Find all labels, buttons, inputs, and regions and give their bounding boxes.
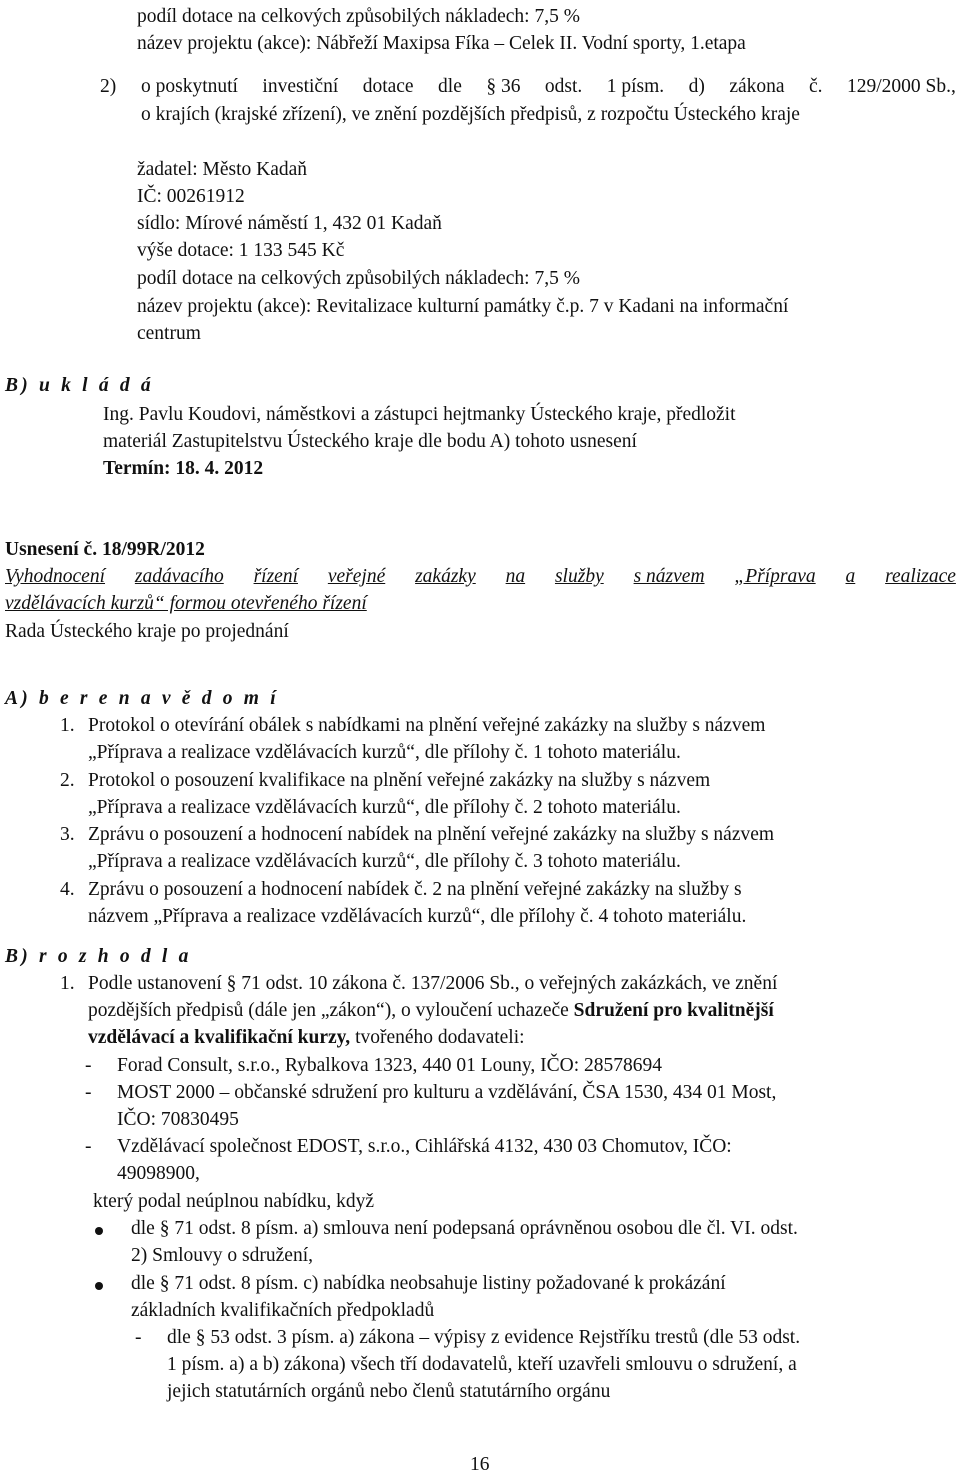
- uklada-line-2: materiál Zastupitelstvu Ústeckého kraje dle bodu A) tohoto usnesení: [103, 431, 637, 452]
- resolution-word: řízení: [253, 566, 298, 587]
- bere-item-3-line-2: „Příprava a realizace vzdělávacích kurzů“, dle přílohy č. 3 tohoto materiálu.: [88, 851, 681, 872]
- item2-word: odst.: [544, 76, 583, 97]
- rozhodla-line-2: [88, 1001, 774, 1021]
- applicant-ic: IČ: 00261912: [137, 186, 245, 207]
- rozhodla-line-2-text: pozdějších předpisů (dále jen „zákon“), o vyloučení uchazeče: [88, 1000, 574, 1021]
- resolution-title-line-2: vzdělávacích kurzů“ formou otevřeného řízení: [5, 593, 367, 614]
- reason-1-line-2: 2) Smlouvy o sdružení,: [131, 1245, 313, 1266]
- reason-2-line-2: základních kvalifikačních předpokladů: [131, 1300, 435, 1321]
- resolution-word: služby: [554, 566, 604, 587]
- reason-intro: který podal neúplnou nabídku, když: [93, 1191, 375, 1212]
- sub-reason-line-1: - dle § 53 odst. 3 písm. a) zákona – výpisy z evidence Rejstříku trestů (dle 53 odst.: [167, 1328, 800, 1348]
- item2-word: zákona: [729, 76, 785, 97]
- resolution-word: realizace: [885, 566, 956, 587]
- resolution-title-line-1: [5, 567, 956, 587]
- bere-item-2-line-1: Protokol o posouzení kvalifikace na plnění veřejné zakázky na služby s názvem: [88, 770, 711, 791]
- bere-item-4-line-2: názvem „Příprava a realizace vzdělávacích kurzů“, dle přílohy č. 4 tohoto materiálu.: [88, 906, 747, 927]
- item2-word: § 36: [486, 76, 521, 97]
- project-name-line-1: název projektu (akce): Revitalizace kulturní památky č.p. 7 v Kadani na informační: [137, 296, 789, 317]
- supplier-1: - Forad Consult, s.r.o., Rybalkova 1323, 440 01 Louny, IČO: 28578694: [117, 1056, 662, 1076]
- resolution-word: s názvem: [633, 566, 705, 587]
- applicant-consortium-name-cont: vzdělávací a kvalifikační kurzy,: [88, 1027, 351, 1048]
- project-name-line-2: centrum: [137, 323, 201, 344]
- bere-item-3-number: 3.: [60, 824, 75, 845]
- applicant-consortium-name: Sdružení pro kvalitnější: [573, 1000, 774, 1021]
- bere-item-1-number: 1.: [60, 715, 75, 736]
- supplier-3-line-1: - Vzdělávací společnost EDOST, s.r.o., Cihlářská 4132, 430 03 Chomutov, IČO:: [117, 1137, 732, 1157]
- item2-word: d): [688, 76, 705, 97]
- uklada-line-1: Ing. Pavlu Koudovi, náměstkovi a zástupci hejtmanky Ústeckého kraje, předložit: [103, 404, 736, 425]
- rozhodla-number: 1.: [60, 973, 75, 994]
- sub-reason-line-2: 1 písm. a) a b) zákona) všech tří dodavatelů, kteří uzavřeli smlouvu o sdružení, a: [167, 1354, 797, 1375]
- resolution-word: zadávacího: [134, 566, 224, 587]
- bullet-1: [95, 1227, 103, 1235]
- resolution-word: na: [505, 566, 526, 587]
- applicant-address: sídlo: Mírové náměstí 1, 432 01 Kadaň: [137, 213, 442, 234]
- supplier-3-line-2: 49098900,: [117, 1163, 200, 1184]
- top-line-2: název projektu (akce): Nábřeží Maxipsa Fíka – Celek II. Vodní sporty, 1.etapa: [137, 33, 746, 54]
- section-heading-bere: A) b e r e n a v ě d o m í: [5, 688, 279, 709]
- applicant-name: žadatel: Město Kadaň: [137, 159, 308, 180]
- item2-number: 2): [100, 76, 117, 97]
- bullet-2: [95, 1282, 103, 1290]
- reason-1-line-1: dle § 71 odst. 8 písm. a) smlouva není podepsaná oprávněnou osobou dle čl. VI. odst.: [131, 1218, 798, 1239]
- page-number: 16: [470, 1454, 490, 1475]
- resolution-number: Usnesení č. 18/99R/2012: [5, 539, 205, 560]
- resolution-word: Vyhodnocení: [5, 566, 106, 587]
- deadline: Termín: 18. 4. 2012: [103, 458, 264, 479]
- resolution-word: a: [845, 566, 856, 587]
- item2-word: dle: [438, 76, 462, 97]
- bere-item-2-number: 2.: [60, 770, 75, 791]
- section-heading-uklada: B) u k l á d á: [5, 375, 154, 396]
- item2-line-2: o krajích (krajské zřízení), ve znění pozdějších předpisů, z rozpočtu Ústeckého kraje: [141, 104, 800, 125]
- sub-reason-line-3: jejich statutárních orgánů nebo členů statutárního orgánu: [167, 1381, 611, 1402]
- resolution-word: „Příprava: [734, 566, 816, 587]
- bere-item-3-line-1: Zprávu o posouzení a hodnocení nabídek na plnění veřejné zakázky na služby s názvem: [88, 824, 775, 845]
- grant-amount: výše dotace: 1 133 545 Kč: [137, 240, 345, 261]
- bere-item-1-line-1: Protokol o otevírání obálek s nabídkami na plnění veřejné zakázky na služby s názvem: [88, 715, 766, 736]
- rozhodla-line-3-text: tvořeného dodavateli:: [350, 1027, 525, 1048]
- item2-word: investiční: [262, 76, 339, 97]
- reason-2-line-1: dle § 71 odst. 8 písm. c) nabídka neobsahuje listiny požadované k prokázání: [131, 1273, 726, 1294]
- rozhodla-line-3: [88, 1028, 525, 1048]
- supplier-2-line-2: IČO: 70830495: [117, 1109, 239, 1130]
- grant-share: podíl dotace na celkových způsobilých nákladech: 7,5 %: [137, 268, 580, 289]
- item2-word: o poskytnutí: [141, 76, 238, 97]
- bere-item-4-line-1: Zprávu o posouzení a hodnocení nabídek č. 2 na plnění veřejné zakázky na služby s: [88, 879, 742, 900]
- bere-item-2-line-2: „Příprava a realizace vzdělávacích kurzů“, dle přílohy č. 2 tohoto materiálu.: [88, 797, 681, 818]
- rozhodla-line-1: Podle ustanovení § 71 odst. 10 zákona č. 137/2006 Sb., o veřejných zakázkách, ve znění: [88, 973, 778, 994]
- resolution-word: zakázky: [415, 566, 476, 587]
- item2-word: č.: [809, 76, 823, 97]
- top-line-1: podíl dotace na celkových způsobilých nákladech: 7,5 %: [137, 6, 580, 27]
- item2-line-1: [141, 77, 956, 97]
- item2-word: 1 písm.: [606, 76, 665, 97]
- resolution-word: veřejné: [327, 566, 386, 587]
- item2-word: 129/2000 Sb.,: [847, 76, 956, 97]
- bere-item-4-number: 4.: [60, 879, 75, 900]
- section-heading-rozhodla: B) r o z h o d l a: [5, 946, 192, 967]
- bere-item-1-line-2: „Příprava a realizace vzdělávacích kurzů“, dle přílohy č. 1 tohoto materiálu.: [88, 742, 681, 763]
- supplier-2-line-1: - MOST 2000 – občanské sdružení pro kulturu a vzdělávání, ČSA 1530, 434 01 Most,: [117, 1083, 776, 1103]
- resolution-intro: Rada Ústeckého kraje po projednání: [5, 621, 289, 642]
- item2-word: dotace: [362, 76, 414, 97]
